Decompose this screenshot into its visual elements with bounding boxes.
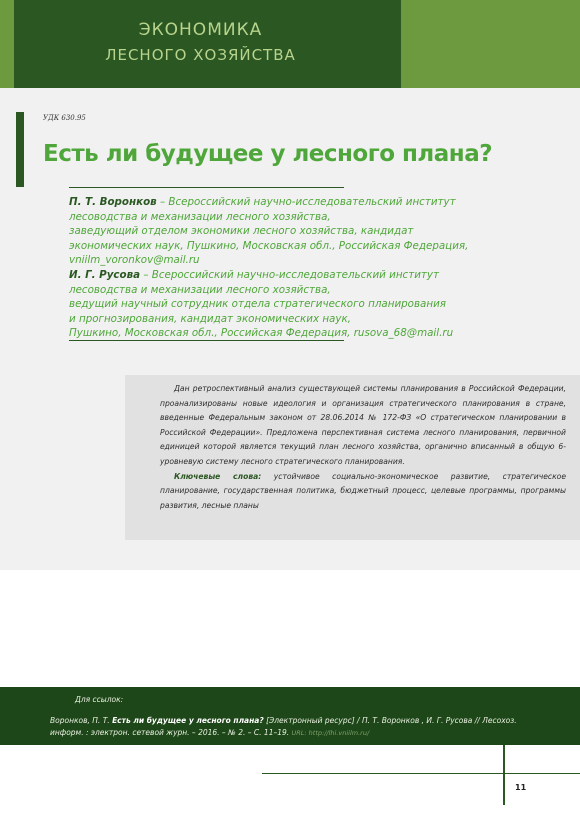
author-1-email: vniilm_voronkov@mail.ru [69,254,200,267]
citation-label: Для ссылок: [75,695,124,704]
author-2-line: – Всероссийский научно-исследовательский институт [140,268,439,281]
author-2-line: ведущий научный сотрудник отдела стратегического планирования [69,298,446,311]
citation-rest: [Электронный ресурс] / П. Т. Воронков , И. Г. Русова // Лесохоз. информ. : электрон. сетевой журн. – 2016. – № 2. – С. 11–19. [50,716,517,737]
page-number: 11 [515,783,527,792]
author-2-line: Пушкино, Московская обл., Российская Федерация, rusova_68@mail.ru [69,327,454,340]
journal-title-line1: ЭКОНОМИКА [138,20,263,40]
page-footer-bar [503,745,505,805]
authors-block [69,195,529,341]
author-2 [69,268,529,341]
title-accent-bar [16,112,24,187]
keywords [160,470,566,514]
keywords-label: Ключевые слова: [174,471,262,481]
abstract-text: Дан ретроспективный анализ существующей системы планирования в Российской Федерации, проанализированы новые идеология и организация стратегического планирования в стране, введенные Федеральным законом от 28.06.2014 № 172-ФЗ «О стратегическом планировании в Российской Федерации». Предложена перспективная система лесного планирования, первичной единицей которой является текущий план лесного хозяйства, органично вписанный в общую 6-уровневую систему лесного стратегического планирования. [160,384,566,466]
author-2-line: и прогнозирования, кандидат экономических наук, [69,312,351,325]
authors-top-rule [69,187,344,188]
author-1-line: заведующий отделом экономики лесного хозяйства, кандидат [69,225,414,238]
journal-title-line2: ЛЕСНОГО ХОЗЯЙСТВА [105,46,296,64]
udk-code: УДК 630.95 [43,114,86,122]
abstract [160,382,566,513]
citation-text [50,715,550,739]
author-1-line: лесоводства и механизации лесного хозяйства, [69,210,331,223]
citation-prefix: Воронков, П. Т. [50,716,113,725]
page-footer-rule [262,773,580,774]
author-1-line: – Всероссийский научно-исследовательский институт [156,196,456,208]
author-2-name: И. Г. Русова [69,268,141,281]
citation-url[interactable]: URL: http://lhi.vniilm.ru/ [291,729,370,737]
author-1 [69,195,529,268]
journal-header-panel [14,0,401,88]
author-2-line: лесоводства и механизации лесного хозяйства, [69,283,331,296]
author-1-line: экономических наук, Пушкино, Московская обл., Российская Федерация, [69,239,469,252]
author-1-name: П. Т. Воронков [69,196,157,208]
citation-title: Есть ли будущее у лесного плана? [112,716,264,725]
authors-bottom-rule [69,340,344,341]
keywords-text: устойчивое социально-экономическое развитие, стратегическое планирование, государственная политика, бюджетный процесс, целевые программы, программы развития, лесные планы [160,471,566,510]
article-title: Есть ли будущее у лесного плана? [43,141,493,167]
